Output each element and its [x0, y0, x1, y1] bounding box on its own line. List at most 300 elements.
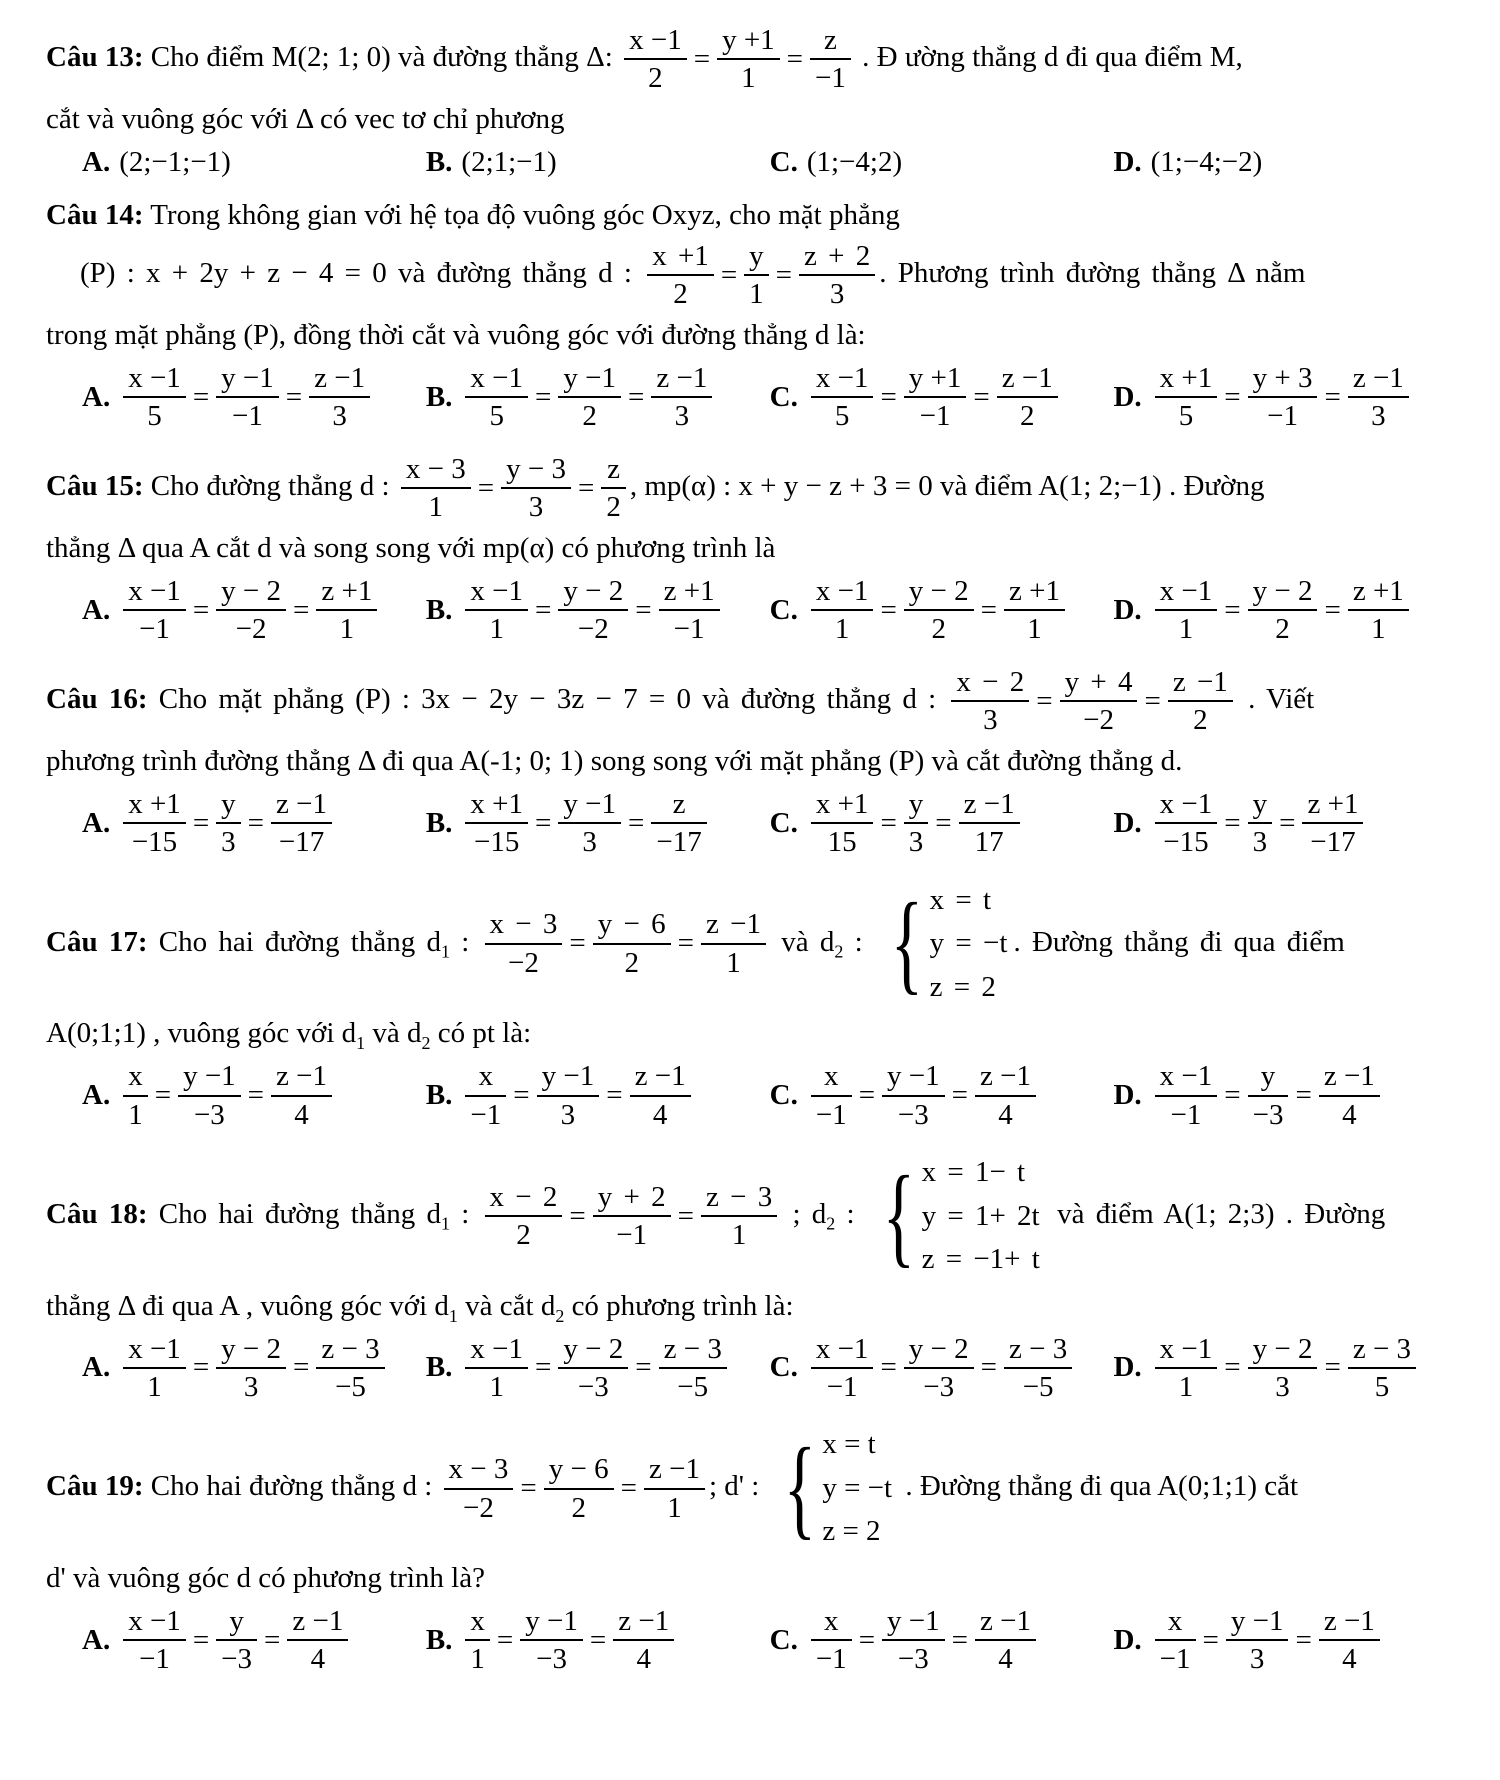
question-number: Câu 16: [46, 682, 148, 715]
frac-denominator: 5 [147, 400, 162, 433]
fraction-chain [444, 1453, 705, 1524]
fraction [651, 362, 712, 433]
fraction [465, 1605, 490, 1676]
frac-numerator: x +1 [465, 788, 528, 824]
question-text: d' và vuông góc d có phương trình là? [46, 1561, 485, 1594]
frac-denominator: −17 [1310, 826, 1356, 859]
q19-option-d [1113, 1605, 1457, 1676]
fraction-chain [465, 788, 706, 859]
question-18 [46, 1151, 1474, 1403]
left-brace: { [882, 1153, 915, 1278]
option-label: C. [769, 1079, 798, 1112]
frac-numerator: z − 3 [659, 1333, 727, 1369]
equals-sign: = [606, 1079, 623, 1112]
q17-line-1 [46, 879, 1474, 1010]
q15-option-a [82, 575, 426, 646]
q16-option-d [1113, 788, 1457, 859]
frac-denominator: 1 [1027, 613, 1042, 646]
fraction [309, 362, 370, 433]
frac-numerator: x −1 [123, 575, 186, 611]
equals-sign: = [880, 380, 897, 413]
equals-sign: = [1295, 1623, 1312, 1656]
fraction [216, 1605, 257, 1676]
fraction [316, 1333, 384, 1404]
frac-denominator: 1 [147, 1370, 162, 1403]
fraction-chain [465, 1333, 726, 1404]
fraction [1319, 1605, 1380, 1676]
fraction [123, 788, 186, 859]
equals-sign: = [880, 1351, 897, 1384]
frac-denominator: −5 [677, 1370, 709, 1403]
fraction [216, 575, 286, 646]
frac-denominator: 1 [428, 491, 444, 524]
frac-denominator: 4 [652, 1098, 668, 1131]
fraction-chain [1155, 1605, 1380, 1676]
fraction [1060, 666, 1138, 737]
frac-denominator: −1 [232, 400, 263, 433]
q19-option-b [426, 1605, 770, 1676]
system-line: x = t [822, 1428, 876, 1461]
fraction [501, 453, 571, 524]
equals-sign: = [973, 380, 990, 413]
question-text: . Đường thẳng đi qua A(0;1;1) cắt [898, 1470, 1299, 1503]
frac-denominator: −2 [235, 613, 267, 646]
fraction [811, 1060, 852, 1131]
fraction [537, 1060, 600, 1131]
fraction [701, 908, 766, 979]
fraction [1248, 1333, 1318, 1404]
subscript: 2 [555, 1305, 565, 1326]
frac-denominator: 1 [1371, 613, 1386, 646]
frac-denominator: −1 [1159, 1643, 1191, 1676]
fraction [558, 1333, 628, 1404]
question-text: cắt và vuông góc với Δ có vec tơ chỉ phương [46, 102, 565, 135]
question-text: có pt là: [430, 1017, 532, 1050]
option-label: B. [425, 380, 453, 413]
frac-numerator: x −1 [811, 575, 874, 611]
frac-numerator: x +1 [1155, 362, 1218, 398]
frac-numerator: x −1 [811, 362, 874, 398]
subscript: 1 [448, 1305, 458, 1326]
q18-option-d [1113, 1333, 1457, 1404]
frac-denominator: 5 [489, 400, 504, 433]
fraction-chain [811, 575, 1065, 646]
frac-denominator: −17 [656, 826, 702, 859]
fraction [811, 362, 874, 433]
option-label: B. [425, 806, 453, 839]
frac-numerator: x − 3 [401, 453, 471, 489]
q17-option-d [1113, 1060, 1457, 1131]
frac-numerator: z [601, 453, 626, 489]
equals-sign: = [520, 1472, 537, 1505]
option-label: B. [425, 1351, 453, 1384]
frac-denominator: −1 [616, 1219, 648, 1252]
equals-sign: = [192, 1351, 210, 1384]
question-text: Cho hai đường thẳng d [147, 1197, 441, 1230]
question-text: có phương trình là: [564, 1289, 794, 1322]
fraction-chain [811, 1060, 1036, 1131]
frac-numerator: y − 6 [544, 1453, 614, 1489]
frac-denominator: −1 [139, 613, 170, 646]
frac-numerator: y [216, 1605, 257, 1641]
fraction-chain [1155, 1333, 1416, 1404]
subscript: 2 [834, 941, 844, 962]
frac-numerator: z − 3 [316, 1333, 384, 1369]
frac-numerator: z [810, 24, 851, 60]
equals-sign: = [775, 258, 793, 291]
fraction [593, 1181, 671, 1252]
fraction-chain [401, 453, 626, 524]
frac-denominator: 4 [998, 1643, 1013, 1676]
question-text: . Đ ường thẳng d đi qua điểm M, [854, 41, 1243, 74]
frac-denominator: −1 [919, 400, 951, 433]
fraction [975, 1060, 1036, 1131]
equals-sign: = [951, 1079, 969, 1112]
frac-numerator: y − 2 [216, 575, 286, 611]
fraction [216, 362, 279, 433]
equals-sign: = [858, 1079, 876, 1112]
frac-numerator: z −1 [975, 1060, 1036, 1096]
fraction [123, 362, 186, 433]
frac-denominator: 1 [1178, 1370, 1194, 1403]
fraction-chain [811, 1333, 1072, 1404]
frac-denominator: 4 [636, 1643, 651, 1676]
frac-denominator: 4 [1342, 1098, 1357, 1131]
frac-numerator: z −1 [701, 908, 766, 944]
option-label: A. [82, 806, 111, 839]
q13-line-1 [46, 24, 1474, 95]
fraction [1155, 575, 1218, 646]
fraction [904, 362, 967, 433]
fraction [123, 1060, 148, 1131]
frac-denominator: −3 [1252, 1098, 1284, 1131]
q15-options [46, 575, 1474, 646]
frac-denominator: 1 [470, 1643, 485, 1676]
fraction [882, 1060, 945, 1131]
frac-numerator: y [216, 788, 241, 824]
equals-sign: = [1324, 380, 1341, 413]
fraction [593, 908, 671, 979]
q14-option-d [1113, 362, 1457, 433]
question-text: trong mặt phẳng (P), đồng thời cắt và vuông góc với đường thẳng d là: [46, 318, 866, 351]
frac-numerator: y + 4 [1060, 666, 1138, 702]
fraction [904, 788, 929, 859]
fraction [904, 575, 974, 646]
fraction [558, 362, 621, 433]
frac-denominator: 3 [983, 704, 998, 737]
fraction [1155, 1333, 1218, 1404]
left-brace: { [783, 1426, 816, 1551]
fraction [1348, 575, 1409, 646]
frac-numerator: y − 2 [1248, 1333, 1318, 1369]
option-label: C. [769, 806, 798, 839]
frac-denominator: −1 [470, 1098, 502, 1131]
fraction [1168, 666, 1233, 737]
fraction [444, 1453, 514, 1524]
question-number: Câu 17: [46, 925, 148, 958]
frac-numerator: x − 2 [485, 1181, 563, 1217]
fraction [465, 788, 528, 859]
fraction [558, 575, 628, 646]
equals-sign: = [858, 1623, 876, 1656]
fraction [1155, 362, 1218, 433]
frac-numerator: z −1 [997, 362, 1058, 398]
frac-denominator: 1 [741, 62, 756, 95]
frac-numerator: z −1 [630, 1060, 691, 1096]
option-label: B. [425, 593, 453, 626]
frac-denominator: 1 [749, 278, 764, 311]
question-text: Cho hai đường thẳng d [147, 925, 441, 958]
frac-numerator: z −1 [613, 1605, 674, 1641]
q17-option-a [82, 1060, 426, 1131]
option-label: A. [82, 145, 111, 178]
fraction-chain [465, 1605, 674, 1676]
equals-sign: = [1224, 1079, 1241, 1112]
equals-sign: = [1202, 1623, 1219, 1656]
frac-denominator: 3 [582, 826, 597, 859]
frac-denominator: −3 [923, 1370, 955, 1403]
equals-sign: = [1224, 806, 1241, 839]
option-label: C. [769, 380, 798, 413]
fraction [1248, 362, 1318, 433]
option-label: D. [1113, 380, 1142, 413]
frac-numerator: y +1 [904, 362, 967, 398]
equals-sign: = [192, 1623, 210, 1656]
fraction [659, 575, 720, 646]
fraction [799, 240, 875, 311]
question-number: Câu 19: [46, 1470, 144, 1503]
left-brace: { [890, 881, 923, 1006]
fraction [811, 575, 874, 646]
fraction [401, 453, 471, 524]
equals-sign: = [1224, 380, 1241, 413]
q13-option-c [770, 146, 1114, 179]
frac-denominator: 3 [332, 400, 347, 433]
frac-numerator: x [465, 1605, 490, 1641]
question-text: : [449, 925, 481, 958]
question-number: Câu 15: [46, 469, 144, 502]
frac-numerator: y + 2 [593, 1181, 671, 1217]
frac-numerator: y − 2 [558, 1333, 628, 1369]
frac-denominator: 2 [624, 946, 639, 979]
option-label: A. [82, 1623, 111, 1656]
frac-numerator: y − 2 [216, 1333, 286, 1369]
question-14 [46, 199, 1474, 433]
equals-sign: = [677, 927, 694, 960]
q14-line-3 [46, 319, 1474, 352]
option-label: D. [1113, 1079, 1142, 1112]
q19-option-a [82, 1605, 426, 1676]
fraction [624, 24, 687, 95]
frac-numerator: y −1 [520, 1605, 583, 1641]
frac-denominator: 2 [931, 613, 946, 646]
question-text: Cho đường thẳng d : [143, 469, 397, 502]
q18-line-2 [46, 1289, 1474, 1326]
q14-option-c [770, 362, 1114, 433]
frac-numerator: x [811, 1605, 852, 1641]
frac-numerator: z −1 [644, 1453, 705, 1489]
frac-numerator: y [1248, 1060, 1289, 1096]
frac-denominator: 3 [243, 1370, 259, 1403]
frac-numerator: z [651, 788, 706, 824]
frac-denominator: 2 [648, 62, 663, 95]
frac-numerator: y − 6 [593, 908, 671, 944]
frac-denominator: 1 [726, 946, 741, 979]
frac-numerator: z −1 [1348, 362, 1409, 398]
frac-denominator: 3 [560, 1098, 576, 1131]
frac-numerator: z −1 [1168, 666, 1233, 702]
question-text: phương trình đường thẳng Δ đi qua A(-1; 0; 1) song song với mặt phẳng (P) và cắt đường thẳng d. [46, 744, 1183, 777]
system-lines [922, 1151, 1040, 1282]
q13-line-2 [46, 103, 1474, 136]
frac-numerator: x −1 [465, 362, 528, 398]
equals-sign: = [247, 806, 265, 839]
question-text: . Phương trình đường thẳng Δ nằm [879, 257, 1306, 290]
frac-numerator: y − 3 [501, 453, 571, 489]
frac-denominator: −5 [335, 1370, 366, 1403]
fraction [544, 1453, 614, 1524]
fraction [316, 575, 377, 646]
equals-sign: = [569, 1199, 586, 1232]
fraction-chain [1155, 1060, 1380, 1131]
subscript: 1 [356, 1032, 366, 1053]
frac-numerator: z −1 [1319, 1060, 1380, 1096]
frac-numerator: y +1 [717, 24, 780, 60]
q16-line-2 [46, 745, 1474, 778]
q16-line-1 [46, 666, 1474, 737]
fraction-chain [624, 24, 851, 95]
equals-sign: = [627, 380, 645, 413]
fraction [271, 788, 332, 859]
frac-numerator: y + 3 [1248, 362, 1318, 398]
frac-denominator: 3 [908, 826, 924, 859]
equals-sign: = [477, 471, 495, 504]
fraction [904, 1333, 974, 1404]
equals-sign: = [635, 593, 652, 626]
q15-line-1 [46, 453, 1474, 524]
frac-denominator: −1 [815, 1643, 847, 1676]
fraction [1348, 362, 1409, 433]
system-line: x = 1− t [921, 1156, 1026, 1188]
frac-numerator: y − 2 [904, 575, 974, 611]
q14-line-2 [46, 240, 1474, 311]
q18-option-c [770, 1333, 1114, 1404]
fraction [659, 1333, 727, 1404]
fraction [123, 575, 186, 646]
option-label: D. [1113, 806, 1142, 839]
fraction-chain [123, 362, 370, 433]
question-text: . Đường thẳng đi qua điểm [1013, 925, 1345, 958]
q14-option-a [82, 362, 426, 433]
fraction [1302, 788, 1363, 859]
fraction-chain [123, 1605, 348, 1676]
subscript: 1 [441, 1213, 450, 1234]
frac-denominator: 5 [1374, 1370, 1390, 1403]
question-text: ; d [781, 1197, 827, 1230]
equals-sign: = [1295, 1079, 1312, 1112]
equation-system [880, 879, 1008, 1010]
frac-numerator: x −1 [1155, 788, 1218, 824]
subscript: 1 [441, 941, 450, 962]
fraction [465, 575, 528, 646]
option-label: B. [425, 1623, 453, 1656]
frac-denominator: 1 [834, 613, 850, 646]
frac-denominator: 3 [1249, 1643, 1265, 1676]
fraction [717, 24, 780, 95]
question-number: Câu 18: [46, 1197, 148, 1230]
frac-numerator: z +1 [316, 575, 377, 611]
fraction [651, 788, 706, 859]
frac-numerator: x −1 [123, 362, 186, 398]
frac-denominator: 1 [1178, 613, 1194, 646]
frac-denominator: −2 [1083, 704, 1114, 737]
q16-options [46, 788, 1474, 859]
equals-sign: = [535, 806, 552, 839]
q18-options [46, 1333, 1474, 1404]
question-text: Cho hai đường thẳng d : [143, 1470, 440, 1503]
question-text: Cho mặt phẳng (P) : 3x − 2y − 3z − 7 = 0 và đường thẳng d : [147, 682, 948, 715]
frac-denominator: −1 [815, 62, 846, 95]
equals-sign: = [264, 1623, 281, 1656]
fraction [465, 362, 528, 433]
fraction [811, 1605, 852, 1676]
equals-sign: = [535, 593, 552, 626]
q14-line-1 [46, 199, 1474, 232]
fraction [1155, 1605, 1196, 1676]
fraction-chain [1155, 575, 1409, 646]
fraction [613, 1605, 674, 1676]
frac-numerator: x +1 [123, 788, 186, 824]
system-lines [822, 1423, 892, 1554]
question-19 [46, 1423, 1474, 1675]
frac-numerator: z −1 [1319, 1605, 1380, 1641]
frac-denominator: 1 [731, 1219, 747, 1252]
option-value: (1;−4;−2) [1150, 145, 1263, 178]
frac-numerator: z −1 [309, 362, 370, 398]
frac-denominator: −1 [1170, 1098, 1202, 1131]
question-text: thẳng Δ đi qua A , vuông góc với d [46, 1289, 449, 1322]
fraction [1155, 788, 1218, 859]
frac-numerator: z − 3 [1348, 1333, 1416, 1369]
fraction [287, 1605, 348, 1676]
equals-sign: = [589, 1623, 607, 1656]
frac-denominator: −2 [577, 613, 609, 646]
frac-denominator: 3 [528, 491, 544, 524]
frac-numerator: x −1 [465, 1333, 528, 1369]
fraction [601, 453, 626, 524]
equation-system [872, 1151, 1040, 1282]
subscript: 2 [826, 1213, 836, 1234]
question-text: : [843, 925, 874, 958]
frac-denominator: 5 [1178, 400, 1194, 433]
frac-denominator: 15 [827, 826, 857, 859]
frac-numerator: y −1 [537, 1060, 600, 1096]
fraction-chain [465, 362, 712, 433]
q18-option-a [82, 1333, 426, 1404]
equals-sign: = [980, 1351, 998, 1384]
q15-option-c [770, 575, 1114, 646]
frac-denominator: −3 [897, 1098, 929, 1131]
question-text: Trong không gian với hệ tọa độ vuông góc Oxyz, cho mặt phẳng [143, 198, 900, 231]
equals-sign: = [620, 1472, 637, 1505]
fraction [744, 240, 769, 311]
equals-sign: = [285, 380, 303, 413]
fraction [1319, 1060, 1380, 1131]
equals-sign: = [577, 471, 595, 504]
q15-option-b [426, 575, 770, 646]
question-text: : [449, 1197, 481, 1230]
frac-denominator: 1 [489, 1370, 504, 1403]
